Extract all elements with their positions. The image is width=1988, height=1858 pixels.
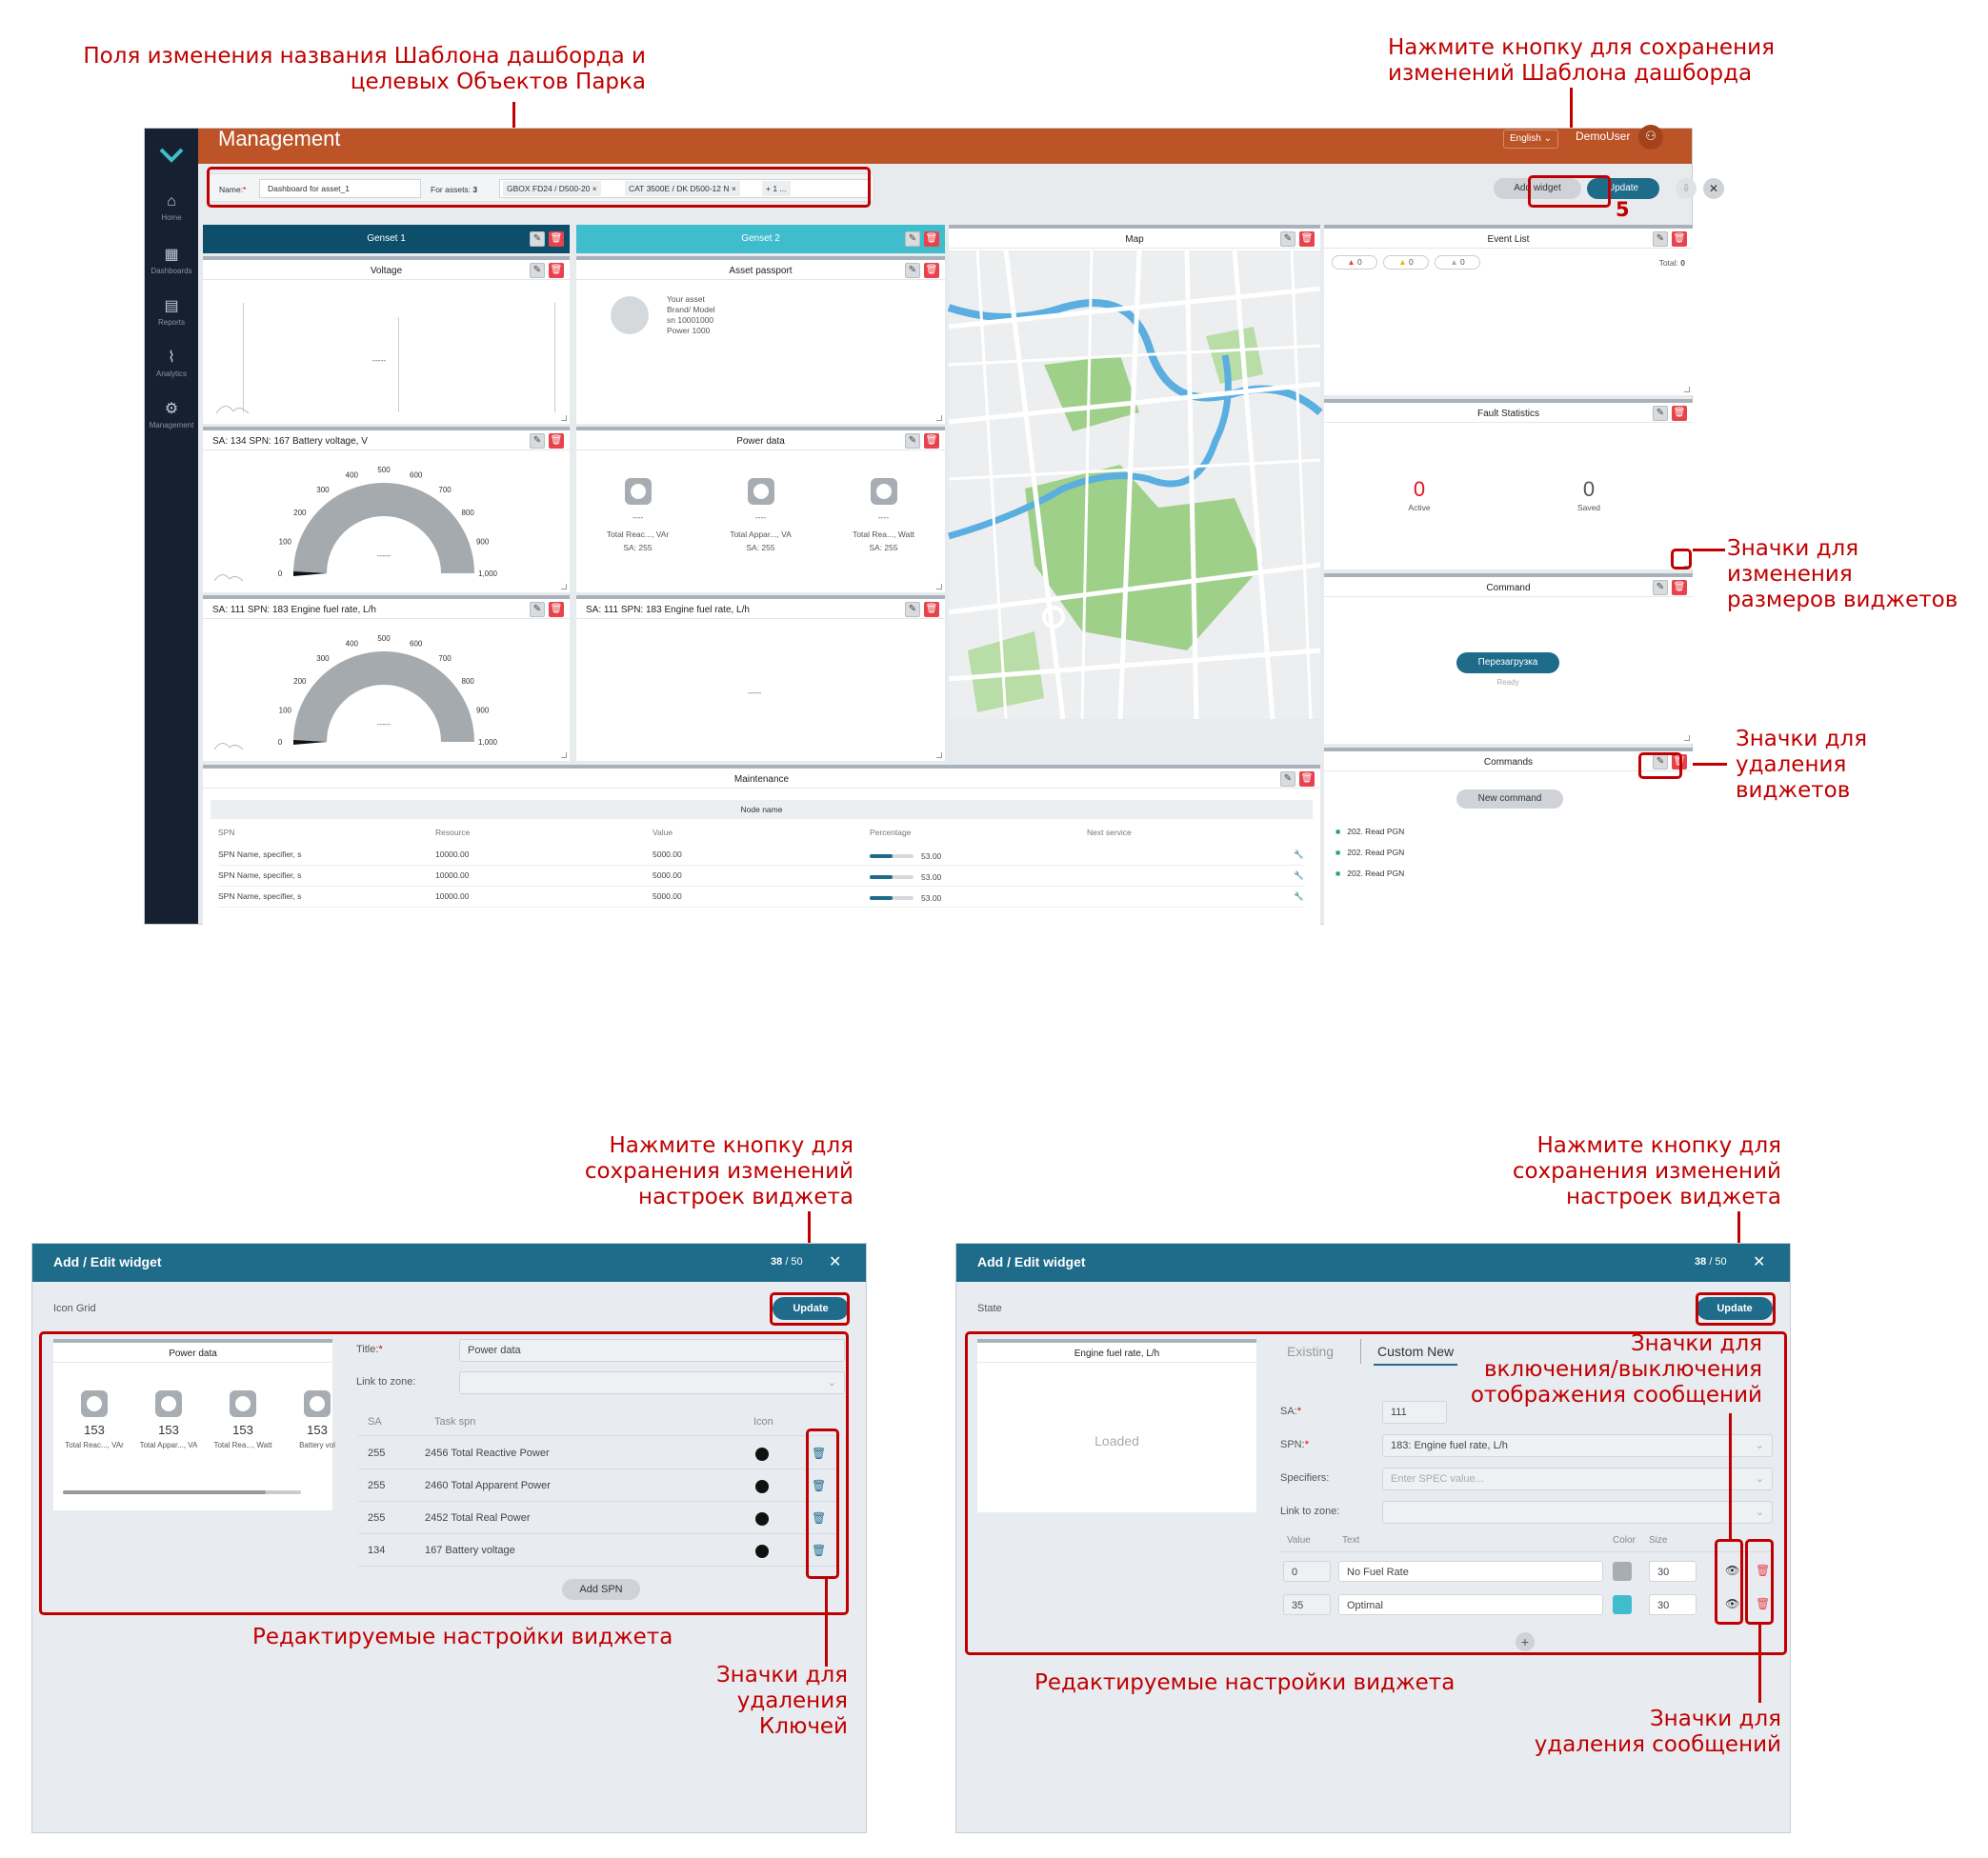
gauge-tick-label: 400 [345, 639, 358, 649]
text-input[interactable]: No Fuel Rate [1338, 1561, 1603, 1582]
annotation-editable-left: Редактируемые настройки виджета [252, 1625, 673, 1649]
new-command-button[interactable]: New command [1456, 789, 1563, 809]
widget-type: State [977, 1303, 1002, 1314]
edit-icon[interactable]: ✎ [905, 602, 920, 617]
annotation-name-fields: Поля изменения названия Шаблона дашборда и целевых Объектов Парка [83, 44, 646, 94]
language-select[interactable]: English ⌄ [1503, 130, 1558, 149]
size-input[interactable]: 30 [1649, 1594, 1697, 1615]
maintenance-row: SPN Name, specifier, s 10000.00 5000.00 53.00 🔧 [218, 889, 1304, 908]
zone-select[interactable]: ⌄ [459, 1371, 845, 1394]
fault-statistics-widget: Fault Statistics ✎ 🗑 0 Active 0 Saved [1324, 399, 1693, 569]
gauge-tick-label: 0 [277, 738, 283, 747]
genset1-tab[interactable]: Genset 1 ✎ 🗑 [203, 225, 570, 253]
trash-icon[interactable]: 🗑 [812, 1544, 827, 1557]
text-input[interactable]: Optimal [1338, 1594, 1603, 1615]
sidebar-item-reports[interactable]: ▤ Reports [145, 296, 198, 327]
power-item: ---- Total Reac..., VAr SA: 255 [586, 478, 691, 552]
close-icon[interactable]: ✕ [829, 1254, 842, 1270]
map-view[interactable] [949, 250, 1320, 719]
edit-icon[interactable]: ✎ [530, 433, 545, 449]
fault-saved-count: 0 [1582, 477, 1596, 501]
sidebar-item-analytics[interactable]: ⌇ Analytics [145, 348, 198, 378]
power-icon [748, 478, 774, 505]
edit-icon[interactable]: ✎ [530, 602, 545, 617]
delete-icon[interactable]: 🗑 [1299, 231, 1315, 247]
gauge-value: ----- [377, 550, 392, 560]
trash-icon[interactable]: 🗑 [1756, 1597, 1771, 1610]
export-icon[interactable]: ⇩ [1676, 178, 1697, 199]
dialog-title: Add / Edit widget [53, 1254, 162, 1269]
add-widget-button[interactable]: Add widget [1494, 178, 1581, 199]
eye-icon[interactable]: 👁 [1725, 1597, 1740, 1610]
management-icon: ⚙ [164, 401, 179, 417]
edit-icon[interactable]: ✎ [1653, 406, 1668, 421]
dashboard-app [144, 127, 1719, 925]
asset-passport-widget: Asset passport ✎ 🗑 Your asset Brand/ Model sn 10001000 Power 1000 [576, 256, 945, 424]
gauge-tick-label: 800 [461, 676, 474, 686]
progress-bar [870, 875, 914, 879]
sidebar [145, 129, 198, 924]
power-item: ---- Total Rea..., Watt SA: 255 [832, 478, 936, 552]
gauge-tick-label: 900 [475, 706, 490, 715]
dialog-header [32, 1244, 866, 1282]
power-data-widget [576, 427, 945, 592]
widget-title: Voltage [203, 262, 570, 280]
dialog-update-button[interactable]: Update [1697, 1297, 1773, 1320]
widget-title: SA: 134 SPN: 167 Battery voltage, V [203, 432, 570, 450]
gauge-tick-label: 700 [438, 653, 452, 663]
maintenance-row: SPN Name, specifier, s 10000.00 5000.00 53.00 🔧 [218, 868, 1304, 887]
command-widget: Command ✎ 🗑 Перезагрузка Ready [1324, 573, 1693, 744]
gauge-tick-label: 200 [293, 508, 307, 517]
maintenance-header: SPN Resource Value Percentage Next service [218, 828, 1132, 837]
gauge-tick-label: 100 [278, 537, 292, 547]
spn-row: 255 2460 Total Apparent Power 🗑 [358, 1470, 839, 1502]
add-spn-button[interactable]: Add SPN [562, 1579, 640, 1600]
widget-counter: 38 / 50 [1695, 1256, 1727, 1268]
power-items [576, 478, 945, 552]
annotation-delete-icons: Значки для удаления виджетов [1736, 727, 1868, 803]
annotation-save-widget-left: Нажмите кнопку для сохранения изменений настроек виджета [584, 1133, 853, 1209]
spn-select[interactable]: 183: Engine fuel rate, L/h ⌄ [1382, 1434, 1773, 1457]
widget-preview: Engine fuel rate, L/h Loaded [977, 1339, 1256, 1512]
widget-title: Event List [1324, 230, 1693, 249]
power-icon [625, 478, 652, 505]
edit-icon[interactable]: ✎ [1653, 580, 1668, 595]
eye-icon[interactable]: 👁 [1725, 1564, 1740, 1577]
add-row-icon[interactable]: + [1516, 1632, 1535, 1651]
edit-icon[interactable]: ✎ [530, 263, 545, 278]
widget-title: Map [949, 230, 1320, 249]
trash-icon[interactable]: 🗑 [812, 1511, 827, 1525]
annotation-delete-keys: Значки для удаления Ключей [715, 1663, 848, 1739]
wrench-icon[interactable]: 🔧 [1294, 849, 1304, 859]
top-bar [198, 129, 1692, 164]
command-item[interactable]: ■ 202. Read PGN [1335, 827, 1405, 836]
progress-bar [870, 896, 914, 900]
preview-status: Loaded [1094, 1433, 1139, 1448]
trash-icon[interactable]: 🗑 [812, 1447, 827, 1460]
widget-type: Icon Grid [53, 1303, 96, 1314]
delete-icon[interactable]: 🗑 [1672, 406, 1687, 421]
gauge-tick-label: 800 [461, 508, 474, 517]
fuel-rate-gauge-widget [203, 595, 570, 761]
annotation-delete-messages: Значки для удаления сообщений [1534, 1707, 1781, 1757]
sparkline [214, 398, 252, 417]
commands-widget [1324, 748, 1693, 926]
sa-input[interactable]: 111 [1382, 1401, 1447, 1424]
edit-icon[interactable]: ✎ [530, 231, 545, 247]
gauge-tick-label: 900 [475, 537, 490, 547]
gauge-tick-label: 600 [410, 639, 423, 649]
widget-title: Command [1324, 579, 1693, 597]
edit-widget-dialog-left: Add / Edit widget 38 / 50 ✕ Icon Grid Update Power data 153 Total Reac..., VAr 153 Total Appar..., VA 153 Total Rea..., Watt 153 Battery vol Title:* Power data Link to zone: ⌄ SA Task spn Icon 255 2456 Total Reactive Power 🗑 255 2460 Total Apparent Power 🗑 255 2452 Total Real Power 🗑 134 167 Battery voltage 🗑 Add SPN [31, 1243, 867, 1833]
edit-icon[interactable]: ✎ [1280, 231, 1295, 247]
delete-icon[interactable]: 🗑 [924, 602, 939, 617]
delete-icon[interactable]: 🗑 [1672, 580, 1687, 595]
edit-icon[interactable]: ✎ [1280, 771, 1295, 787]
specifiers-input[interactable]: Enter SPEC value... ⌄ [1382, 1468, 1773, 1490]
gauge-tick-label: 200 [293, 676, 307, 686]
event-list-widget [1324, 225, 1693, 395]
widget-title: Power data [576, 432, 945, 450]
name-input[interactable]: Dashboard for asset_1 [259, 179, 421, 198]
gauge-tick-label: 300 [316, 485, 330, 494]
dialog-title: Add / Edit widget [977, 1254, 1086, 1269]
spn-row: 255 2456 Total Reactive Power 🗑 [358, 1438, 839, 1469]
annotation-editable-right: Редактируемые настройки виджета [1034, 1670, 1456, 1695]
voltage-widget [203, 256, 570, 424]
delete-icon[interactable]: 🗑 [924, 263, 939, 278]
trash-icon[interactable]: 🗑 [1756, 1564, 1771, 1577]
edit-icon[interactable]: ✎ [905, 433, 920, 449]
page-title: Management [218, 127, 341, 150]
step-number: 5 [1616, 198, 1630, 221]
for-assets-label: For assets: 3 [431, 185, 478, 194]
title-input[interactable]: Power data [459, 1339, 845, 1362]
gauge-tick-label: 700 [438, 485, 452, 494]
wrench-icon[interactable]: 🔧 [1294, 891, 1304, 901]
maintenance-widget [203, 765, 1320, 926]
sidebar-item-home[interactable]: ⌂ Home [145, 193, 198, 222]
widget-counter: 38 / 50 [771, 1256, 803, 1268]
delete-icon[interactable]: 🗑 [549, 263, 564, 278]
event-total: Total: 0 [1658, 258, 1685, 268]
home-icon: ⌂ [167, 193, 176, 210]
dialog-update-button[interactable]: Update [773, 1297, 849, 1320]
fuel-rate-value: ----- [748, 688, 762, 697]
map-widget [949, 225, 1320, 718]
command-item[interactable]: ■ 202. Read PGN [1335, 848, 1405, 857]
node-name-header: Node name [211, 800, 1313, 819]
close-icon[interactable]: ✕ [1703, 178, 1724, 199]
warning-count[interactable]: ▲ 0 [1383, 255, 1429, 270]
edit-icon[interactable]: ✎ [905, 263, 920, 278]
maintenance-row: SPN Name, specifier, s 10000.00 5000.00 53.00 🔧 [218, 847, 1304, 866]
reports-icon: ▤ [164, 298, 179, 314]
gauge [260, 459, 508, 588]
gauge-tick-label: 600 [410, 470, 423, 480]
tab-existing[interactable]: Existing [1287, 1344, 1335, 1359]
spn-row: 255 2452 Total Real Power 🗑 [358, 1503, 839, 1534]
delete-icon[interactable]: 🗑 [924, 433, 939, 449]
gauge-tick-label: 0 [277, 569, 283, 578]
battery-gauge-widget [203, 427, 570, 592]
dialog-header [956, 1244, 1790, 1282]
edit-widget-dialog-right: Add / Edit widget 38 / 50 ✕ State Update Engine fuel rate, L/h Loaded Existing Custom New SA:* 111 SPN:* 183: Engine fuel rate, L/h ⌄ Specifiers: Enter SPEC value... ⌄ Link to zone: ⌄ Value Text Color Size 0 No Fuel Rate 30 👁 🗑 35 Optimal 30 👁 🗑 + [955, 1243, 1791, 1833]
gauge-tick-label: 1,000 [477, 569, 498, 578]
edit-icon[interactable]: ✎ [1653, 231, 1668, 247]
delete-icon[interactable]: 🗑 [1299, 771, 1315, 787]
widget-title: Asset passport [576, 262, 945, 280]
user-avatar-icon[interactable]: ⚇ [1638, 125, 1663, 150]
sidebar-item-dashboards[interactable]: ▦ Dashboards [145, 245, 198, 275]
annotation-save-widget-right: Нажмите кнопку для сохранения изменений настроек виджета [1512, 1133, 1781, 1209]
gauge-tick-label: 400 [345, 470, 358, 480]
widget-preview: Power data 153 Total Reac..., VAr 153 Total Appar..., VA 153 Total Rea..., Watt 153 Battery vol [53, 1339, 332, 1510]
widget-title: SA: 111 SPN: 183 Engine fuel rate, L/h [576, 601, 945, 619]
reboot-button[interactable]: Перезагрузка [1456, 652, 1559, 673]
edit-icon[interactable]: ✎ [905, 231, 920, 247]
gauge [260, 628, 508, 756]
delete-icon[interactable]: 🗑 [924, 231, 939, 247]
asset-chip-more[interactable]: + 1 ... [762, 181, 791, 196]
sidebar-item-management[interactable]: ⚙ Management [145, 399, 198, 430]
trash-icon[interactable]: 🗑 [812, 1479, 827, 1492]
analytics-icon: ⌇ [168, 350, 175, 366]
gauge-tick-label: 500 [377, 634, 391, 643]
delete-icon[interactable]: 🗑 [1672, 231, 1687, 247]
annotation-toggle-messages: Значки для включения/выключения отображения сообщений [1470, 1331, 1762, 1408]
delete-icon[interactable]: 🗑 [549, 231, 564, 247]
gauge-tick-label: 1,000 [477, 738, 498, 747]
delete-icon[interactable]: 🗑 [549, 602, 564, 617]
gauge-tick-label: 100 [278, 706, 292, 715]
tab-custom-new[interactable]: Custom New [1374, 1344, 1457, 1366]
widget-title: SA: 111 SPN: 183 Engine fuel rate, L/h [203, 601, 570, 619]
value-input[interactable]: 0 [1283, 1561, 1331, 1582]
gauge-value: ----- [377, 719, 392, 729]
size-input[interactable]: 30 [1649, 1561, 1697, 1582]
info-count[interactable]: ▲ 0 [1435, 255, 1480, 270]
power-item: ---- Total Appar..., VA SA: 255 [709, 478, 813, 552]
gauge-tick-label: 500 [377, 466, 391, 474]
wrench-icon[interactable]: 🔧 [1294, 870, 1304, 880]
power-icon [871, 478, 897, 505]
name-label: Name: [219, 185, 244, 194]
genset2-tab[interactable]: Genset 2 ✎ 🗑 [576, 225, 945, 253]
logo-icon [158, 146, 185, 165]
gauge-tick-label: 300 [316, 653, 330, 663]
voltage-value: ----- [372, 355, 387, 365]
annotation-save-template: Нажмите кнопку для сохранения изменений Шаблона дашборда [1388, 35, 1775, 86]
delete-icon[interactable]: 🗑 [549, 433, 564, 449]
asset-chip-2[interactable]: CAT 3500E / DK D500-12 N × [625, 181, 740, 196]
widget-title: Fault Statistics [1324, 405, 1693, 423]
widget-title: Maintenance [203, 770, 1320, 789]
spn-row: 134 167 Battery voltage 🗑 [358, 1535, 839, 1567]
dashboards-icon: ▦ [164, 247, 179, 263]
asset-chip-1[interactable]: GBOX FD24 / D500-20 × [503, 181, 601, 196]
delete-icon[interactable]: 🗑 [1672, 754, 1687, 769]
edit-icon[interactable]: ✎ [1653, 754, 1668, 769]
progress-bar [870, 854, 914, 858]
command-item[interactable]: ■ 202. Read PGN [1335, 869, 1405, 878]
widget-title: Commands [1324, 753, 1693, 771]
spn-table: SA Task spn Icon 255 2456 Total Reactive Power 🗑 255 2460 Total Apparent Power 🗑 255 2452 Total Real Power 🗑 134 167 Battery voltage 🗑 [358, 1408, 839, 1567]
toolbar: Name:* Dashboard for asset_1 For assets: 3 GBOX FD24 / D500-20 × CAT 3500E / DK D500-12 N × + 1 ... Add widget Update ⇩ ✕ [198, 164, 1692, 211]
close-icon[interactable]: ✕ [1753, 1254, 1766, 1270]
update-button[interactable]: Update [1587, 178, 1659, 199]
zone-select[interactable]: ⌄ [1382, 1501, 1773, 1524]
fault-active-count: 0 [1413, 477, 1426, 501]
value-input[interactable]: 35 [1283, 1594, 1331, 1615]
asset-image [611, 296, 649, 334]
state-table: Value Text Color Size 0 No Fuel Rate 30 👁 🗑 35 Optimal 30 👁 🗑 [1279, 1529, 1773, 1625]
annotation-resize-icons: Значки для изменения размеров виджетов [1727, 536, 1958, 612]
alarm-count[interactable]: ▲ 0 [1332, 255, 1377, 270]
fuel-rate-widget [576, 595, 945, 761]
user-name[interactable]: DemoUser [1576, 130, 1631, 143]
